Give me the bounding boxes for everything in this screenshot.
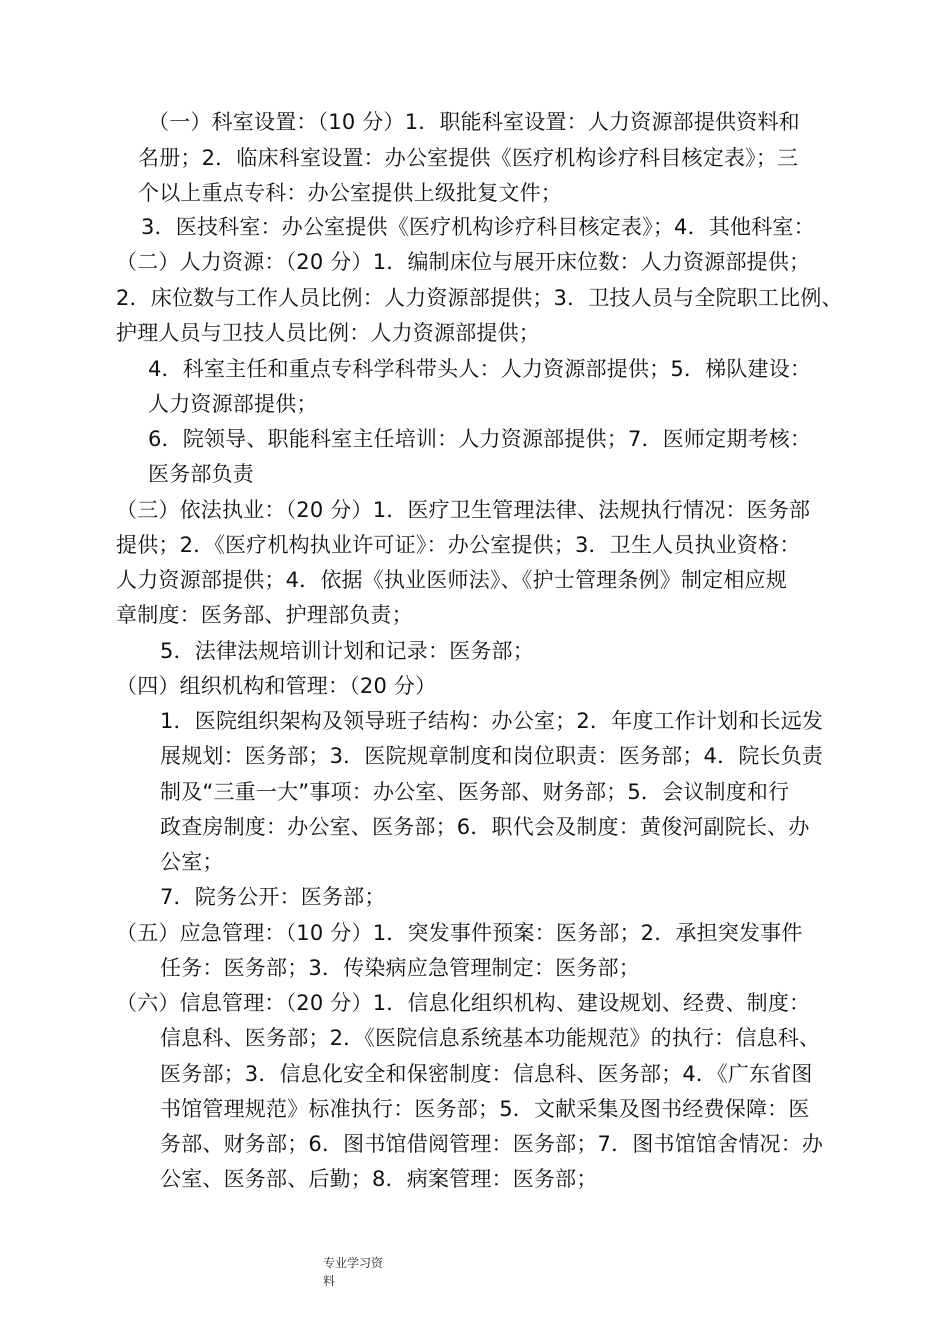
text-line: 7．院务公开：医务部； [160, 885, 386, 909]
text-line: 书馆管理规范》标准执行：医务部；5．文献采集及图书经费保障：医 [160, 1097, 810, 1121]
text-line: 务部、财务部；6．图书馆借阅管理：医务部；7．图书馆馆舍情况：办 [160, 1132, 824, 1156]
text-line: （一）科室设置：（10 分）1．职能科室设置：人力资源部提供资料和 [148, 110, 800, 134]
text-line: 任务：医务部；3．传染病应急管理制定：医务部； [160, 956, 640, 980]
text-line: 2．床位数与工作人员比例：人力资源部提供；3．卫技人员与全院职工比例、 [116, 286, 843, 310]
text-line: 制及“三重一大”事项：办公室、医务部、财务部；5．会议制度和行 [160, 780, 790, 804]
text-line: 人力资源部提供； [148, 392, 318, 416]
text-line: 公室； [160, 850, 224, 874]
text-line: 护理人员与卫技人员比例：人力资源部提供； [116, 321, 540, 345]
footer-line: 专业学习资 [323, 1256, 384, 1270]
text-line: （三）依法执业：（20 分）1．医疗卫生管理法律、法规执行情况：医务部 [116, 498, 811, 522]
text-line: 3．医技科室：办公室提供《医疗机构诊疗科目核定表》；4．其他科室： [141, 215, 815, 239]
text-line: 医务部；3．信息化安全和保密制度：信息科、医务部；4．《广东省图 [160, 1062, 813, 1086]
text-line: 展规划：医务部；3．医院规章制度和岗位职责：医务部；4．院长负责 [160, 744, 824, 768]
text-line: 政查房制度：办公室、医务部；6．职代会及制度：黄俊河副院长、办 [160, 815, 810, 839]
text-line: 4．科室主任和重点专科学科带头人：人力资源部提供；5．梯队建设： [148, 357, 812, 381]
text-line: 人力资源部提供；4．依据《执业医师法》、《护士管理条例》制定相应规 [116, 568, 787, 592]
text-line: 医务部负责 [148, 462, 254, 486]
text-line: 5．法律法规培训计划和记录：医务部； [160, 639, 534, 663]
text-line: 公室、医务部、后勤；8．病案管理：医务部； [160, 1167, 598, 1191]
text-line: （四）组织机构和管理：（20 分） [116, 674, 437, 698]
text-line: （二）人力资源：（20 分）1．编制床位与展开床位数：人力资源部提供； [116, 250, 811, 274]
text-line: 1．医院组织架构及领导班子结构：办公室；2．年度工作计划和长远发 [160, 709, 824, 733]
text-line: 名册；2．临床科室设置：办公室提供《医疗机构诊疗科目核定表》；三 [138, 146, 799, 170]
footer-line: 料 [323, 1274, 336, 1288]
text-line: 6．院领导、职能科室主任培训：人力资源部提供；7．医师定期考核： [148, 427, 812, 451]
text-line: （五）应急管理：（10 分）1．突发事件预案：医务部；2．承担突发事件 [116, 921, 803, 945]
text-line: （六）信息管理：（20 分）1．信息化组织机构、建设规划、经费、制度： [116, 991, 811, 1015]
text-line: 信息科、医务部；2．《医院信息系统基本功能规范》的执行：信息科、 [160, 1026, 821, 1050]
text-line: 章制度：医务部、护理部负责； [116, 603, 413, 627]
page-footer [323, 1254, 403, 1290]
text-line: 个以上重点专科：办公室提供上级批复文件； [138, 181, 562, 205]
text-line: 提供；2．《医疗机构执业许可证》：办公室提供；3．卫生人员执业资格： [116, 533, 801, 557]
